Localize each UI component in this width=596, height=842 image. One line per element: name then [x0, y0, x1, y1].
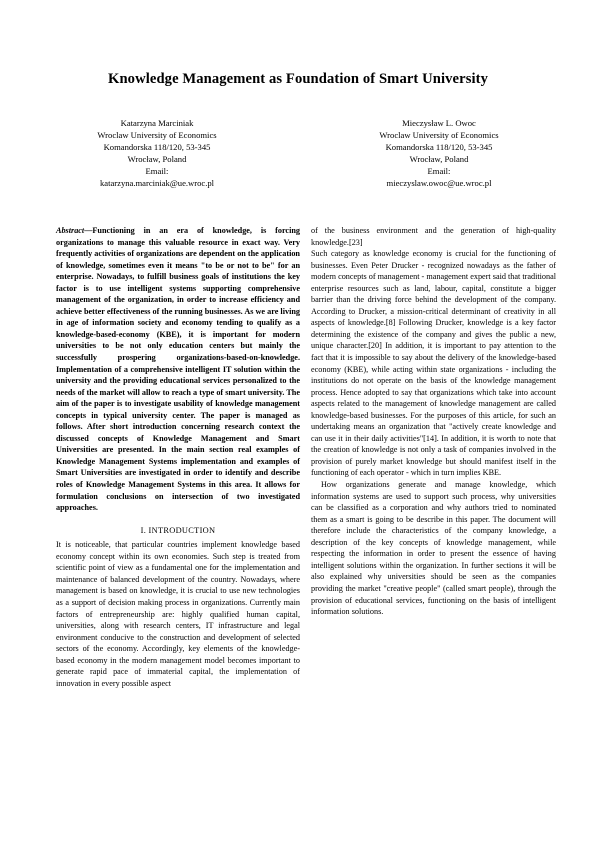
body-paragraph: of the business environment and the generation of high-quality knowledge.[23] [311, 226, 556, 247]
author-email-label: Email: [427, 166, 451, 176]
author-email-label: Email: [145, 166, 169, 176]
right-column [311, 225, 556, 618]
author-name: Mieczysław L. Owoc [402, 118, 476, 128]
author-city: Wrocław, Poland [409, 154, 469, 164]
author-city: Wrocław, Poland [127, 154, 187, 164]
abstract [56, 225, 300, 514]
paper-title: Knowledge Management as Foundation of Smart University [108, 71, 488, 87]
abstract-text: —Functioning in an era of knowledge, is forcing organizations to manage this valuable resource in exact way. Very frequently activities of organizations are dependent on the application of knowledge, sometimes even it means "to be or not to be" for an enterprise. Nowadays, to fulfill business goals of institutions the key factor is to use intelligent systems supporting comprehensive management of the organization, in order to increase efficiency and achieve better effectiveness of the running businesses. As we are living in age of information society and economy tending to qualify as a knowledge-based-economy (KBE), it is important for modern universities to be not only education centers but mainly the successfully prospering organizations-based-on-knowledge. Implementation of a comprehensive intelligent IT solution within the university and the providing educational services personalized to the needs of the market will allow to reach a type of smart university. The aim of the paper is to investigate usability of knowledge management concepts in typical university center. The paper is managed as follows. After short introduction concerning research context the discussed concepts of Knowledge Management and Smart Universities are presented. In the main section real examples of Knowledge Management Systems implementation and examples of Smart Universities are investigated in order to identify and describe roles of Knowledge Management Systems in this area. It allows for formulation conclusions on intersection of two investigated approaches. [56, 226, 300, 513]
author-block-2 [334, 117, 544, 189]
abstract-label: Abstract [56, 226, 85, 235]
author-name: Katarzyna Marciniak [120, 118, 194, 128]
author-block-1 [52, 117, 262, 189]
author-email: mieczyslaw.owoc@ue.wroc.pl [386, 178, 492, 188]
section-heading-introduction: I. INTRODUCTION [140, 525, 216, 535]
author-address: Komandorska 118/120, 53-345 [103, 142, 211, 152]
author-affiliation: Wroclaw University of Economics [97, 130, 217, 140]
body-paragraph: How organizations generate and manage knowledge, which information systems are used to support such process, why universities can be classified as a corporation and why authors tried to nominated them as a smart is going to be describe in this paper. The document will therefore include the characteristics of the company knowledge, a description of the key concepts of knowledge management, while respecting the information in order to present the essence of having intelligent solutions within the organization. In further sections it will be also explained why universities should be seen as the companies providing the market "creative people" (called smart people), through the provision of educational services, functioning on the basis of intelligent information solutions. [311, 480, 556, 617]
left-column [56, 225, 300, 689]
body-paragraph: It is noticeable, that particular countries implement knowledge based economy concept within its own economies. Such step is treated from scientific point of view as a fundamental one for the implementation and maintenance of balanced development of the country. Nowadays, where management is based on knowledge, it is crucial to use new technologies as a support of decision making process in organizations. Currently main factors of entrepreneurship are: highly qualified human capital, universities, along with research centers, IT infrastructure and legal environment conducive to the construction and development of selected sectors of the economy. Accordingly, key elements of the knowledge-based economy in the modern management model becomes important to generate rapid pace of immaterial capital, the implementation of innovation in every possible aspect [56, 540, 300, 688]
author-email: katarzyna.marciniak@ue.wroc.pl [99, 178, 215, 188]
author-address: Komandorska 118/120, 53-345 [385, 142, 493, 152]
body-paragraph: Such category as knowledge economy is crucial for the functioning of businesses. Even Peter Drucker - recognized nowadays as the father of modern concepts of management - management expert said that traditional enterprise resources such as land, labour, capital, constitute a bigger barrier than the driving force behind the development of the company. According to Drucker, a mission-critical determinant of creativity in all aspects of knowledge.[8] Following Drucker, knowledge is a key factor determining the existence of the company and gives the public a new, unique character.[20] In addition, it is important to pay attention to the fact that it is impossible to say about the delivery of the knowledge-based economy (KBE), while acting within state organizations - including the institutions do not operate on the basis of the knowledge management process. Hence adopted to say that organizations which take into account aspects related to the management of knowledge management are called knowledge-based businesses. For the purposes of this article, for such an undertaking means an organization that "actively create knowledge and can use it in their daily activities"[14]. In addition, it is worth to note that the creation of knowledge is not only a task of companies involved in the provision of purely market knowledge but should manifest itself in the functioning of each operator - which in turn implies KBE. [311, 249, 556, 478]
author-affiliation: Wroclaw University of Economics [379, 130, 499, 140]
